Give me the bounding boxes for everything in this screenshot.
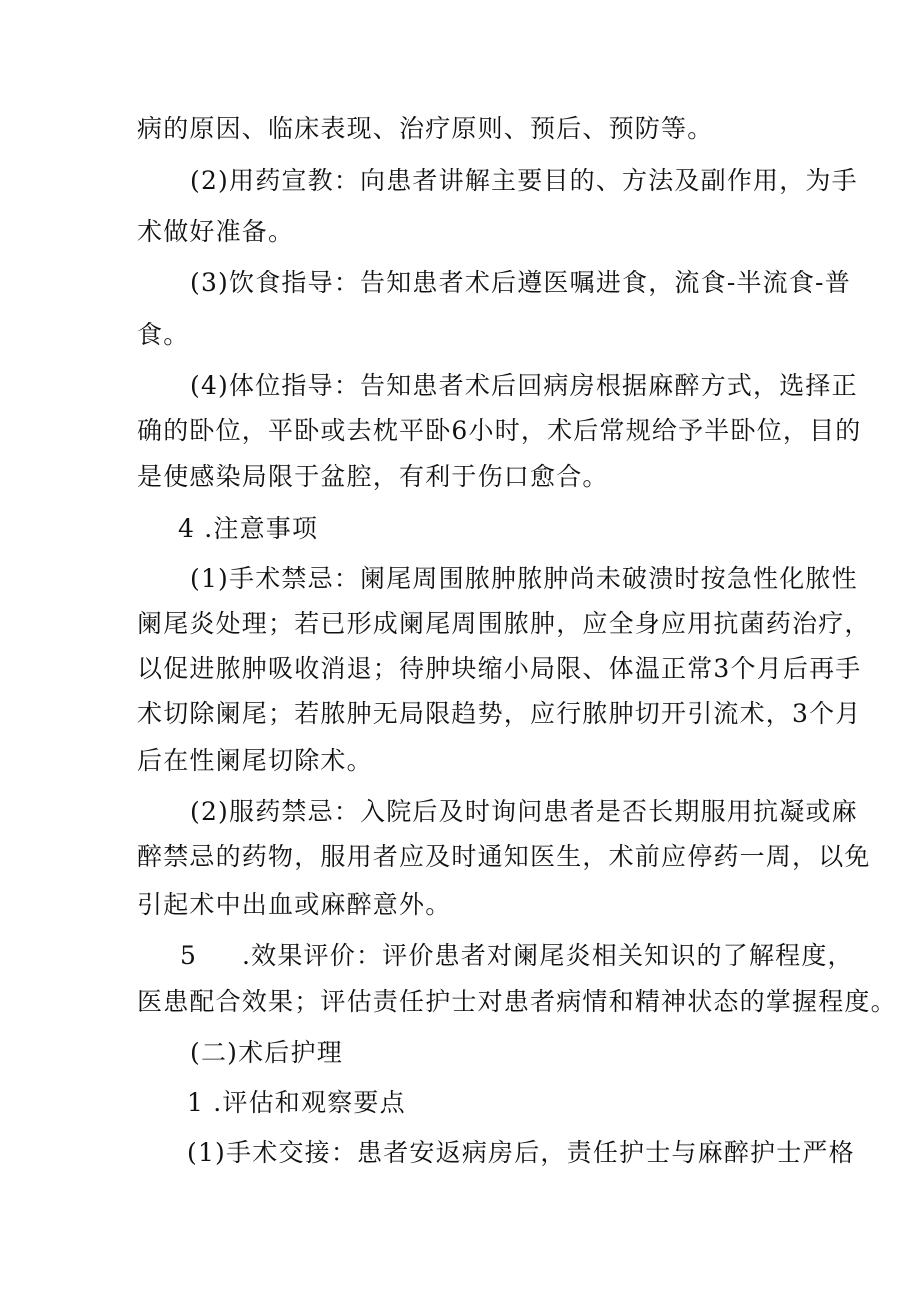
text-line: (2)服药禁忌：入院后及时询问患者是否长期服用抗凝或麻 xyxy=(190,797,858,826)
section-heading: 1 .评估和观察要点 xyxy=(187,1088,406,1117)
section-number: 5 xyxy=(180,941,198,970)
section-heading: (二)术后护理 xyxy=(190,1038,343,1067)
text-line: (3)饮食指导：告知患者术后遵医嘱进食，流食-半流食-普 xyxy=(190,268,851,297)
text-line: 阑尾炎处理；若已形成阑尾周围脓肿，应全身应用抗菌药治疗， xyxy=(137,609,871,638)
text-line: (2)用药宣教：向患者讲解主要目的、方法及副作用，为手 xyxy=(190,166,858,195)
text-line: 食。 xyxy=(137,320,190,349)
text-line: 术做好准备。 xyxy=(137,217,295,246)
section-heading: 4 .注意事项 xyxy=(178,514,319,543)
text-line: 病的原因、临床表现、治疗原则、预后、预防等。 xyxy=(137,114,714,143)
text-line: 医患配合效果；评估责任护士对患者病情和精神状态的掌握程度。 xyxy=(137,987,897,1016)
text-line: (1)手术交接：患者安返病房后，责任护士与麻醉护士严格 xyxy=(187,1138,855,1167)
text-line: (4)体位指导：告知患者术后回病房根据麻醉方式，选择正 xyxy=(190,371,858,400)
text-line: 术切除阑尾；若脓肿无局限趋势，应行脓肿切开引流术，3个月 xyxy=(137,699,862,728)
text-line: 是使感染局限于盆腔，有利于伤口愈合。 xyxy=(137,462,609,491)
text-line: 醉禁忌的药物，服用者应及时通知医生，术前应停药一周，以免 xyxy=(137,842,871,871)
text-line: 以促进脓肿吸收消退；待肿块缩小局限、体温正常3个月后再手 xyxy=(137,654,862,683)
text-line: (1)手术禁忌：阑尾周围脓肿脓肿尚未破溃时按急性化脓性 xyxy=(190,564,858,593)
text-line: 引起术中出血或麻醉意外。 xyxy=(137,890,452,919)
section-heading: .效果评价：评价患者对阑尾炎相关知识的了解程度， xyxy=(242,941,854,970)
text-line: 后在性阑尾切除术。 xyxy=(137,746,373,775)
text-line: 确的卧位，平卧或去枕平卧6小时，术后常规给予半卧位，目的 xyxy=(137,416,862,445)
